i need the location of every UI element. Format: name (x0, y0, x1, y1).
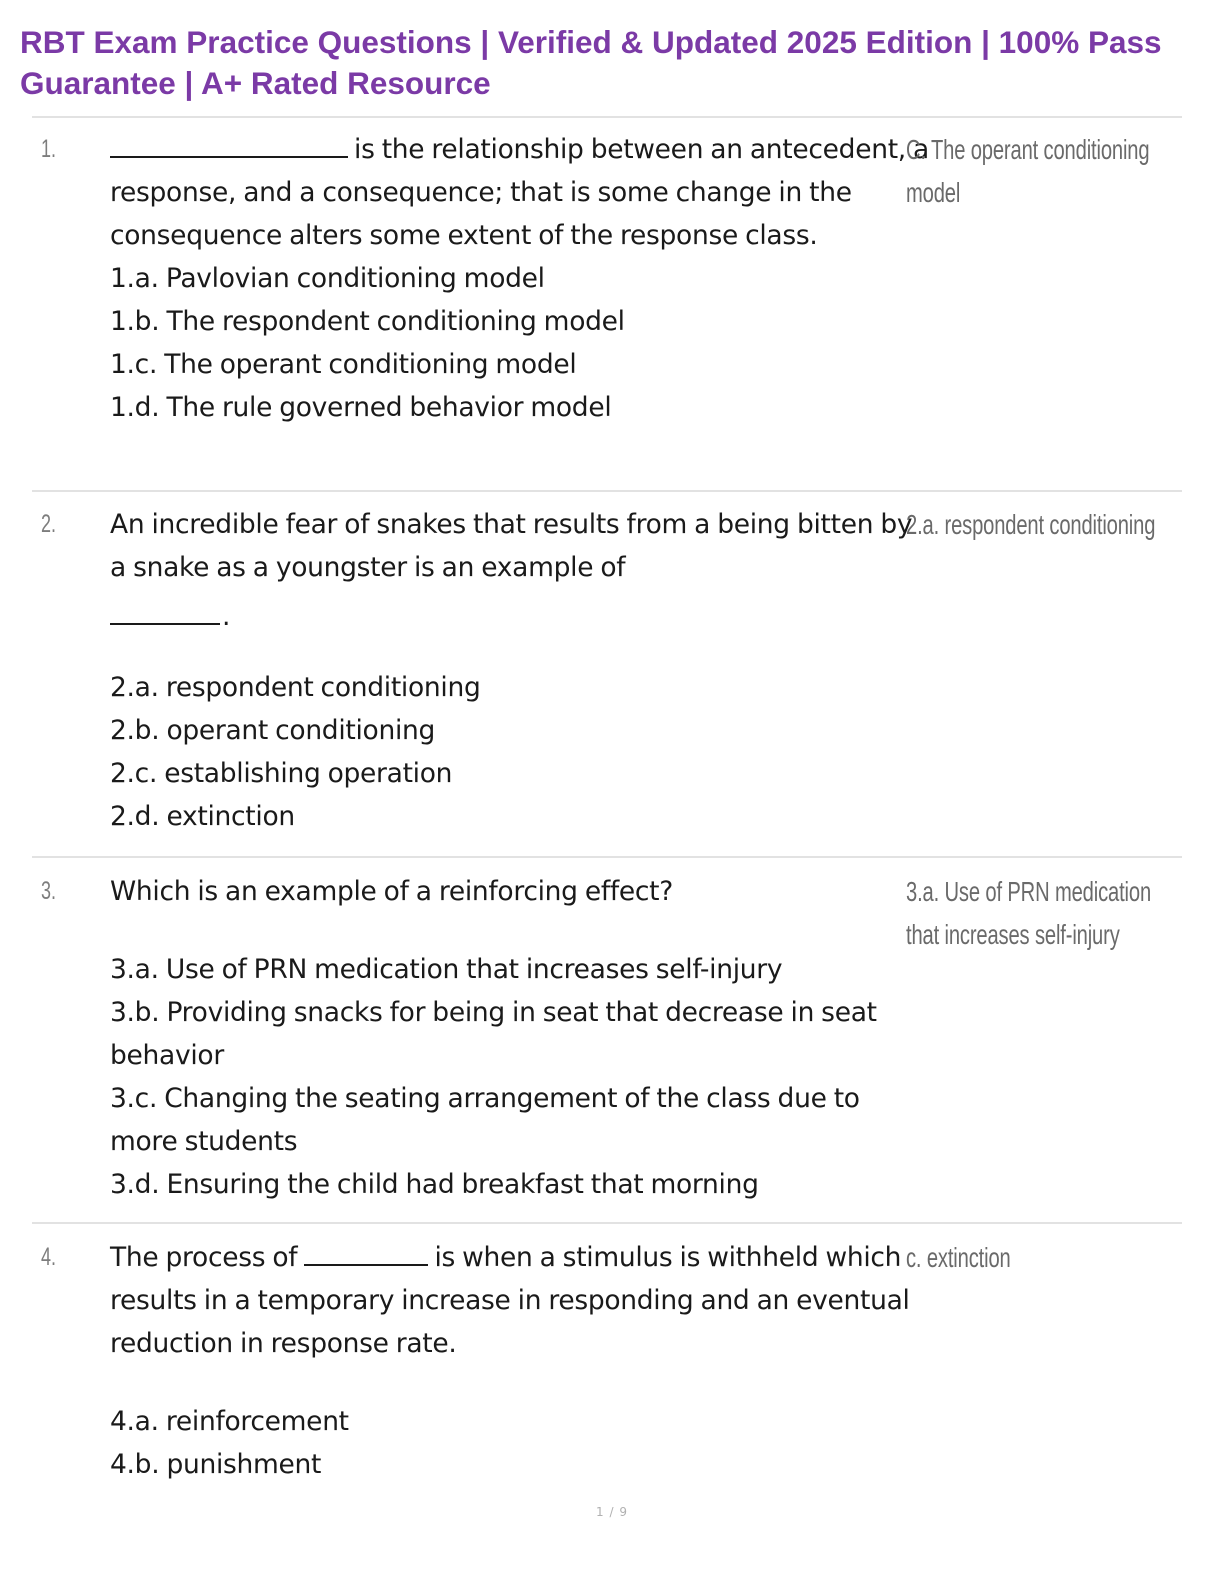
answer-blank (110, 613, 220, 625)
question-stem (110, 1236, 930, 1365)
question-body (110, 1236, 930, 1486)
answer-text: 3.a. Use of PRN medication that increases self-injury (906, 876, 1152, 950)
answer-blank (304, 1254, 428, 1266)
question-number: 3. (41, 877, 57, 905)
option-d: 3.d. Ensuring the child had breakfast that morning (110, 1169, 759, 1200)
question-divider (32, 1222, 1182, 1224)
document-title: RBT Exam Practice Questions | Verified & Updated 2025 Edition | 100% Pass Guarantee | A+ Rated Resource (20, 24, 1162, 101)
question-number: 1. (41, 135, 57, 163)
question-body (110, 870, 930, 1206)
answer-blank (110, 146, 348, 158)
option-d: 1.d. The rule governed behavior model (110, 392, 612, 423)
question-body (110, 503, 930, 838)
option-b: 1.b. The respondent conditioning model (110, 306, 625, 337)
stem-tail: . (222, 601, 231, 632)
question-divider (32, 856, 1182, 858)
page-indicator: 1 / 9 (596, 1505, 628, 1519)
answer-text: c. extinction (906, 1242, 1011, 1273)
question-number: 4. (41, 1243, 57, 1271)
option-a: 4.a. reinforcement (110, 1406, 349, 1437)
stem-text-after: is when a stimulus is withheld which results in a temporary increase in responding and an eventual reduction in response rate. (110, 1242, 910, 1359)
stem-text: is the relationship between an antecedent, a response, and a consequence; that is some change in the consequence alters some extent of the response class. (110, 134, 929, 251)
option-c: 2.c. establishing operation (110, 758, 453, 789)
stem-text-before: The process of (110, 1242, 298, 1273)
question-body (110, 128, 930, 429)
question-stem (110, 128, 930, 257)
question-stem: Which is an example of a reinforcing effect? (110, 876, 674, 907)
option-c: 1.c. The operant conditioning model (110, 349, 577, 380)
option-a: 2.a. respondent conditioning (110, 672, 481, 703)
question-number: 2. (41, 510, 57, 538)
option-a: 1.a. Pavlovian conditioning model (110, 263, 545, 294)
option-b: 3.b. Providing snacks for being in seat that decrease in seat behavior (110, 997, 877, 1071)
question-stem: An incredible fear of snakes that results from a being bitten by a snake as a youngster is an example of (110, 509, 913, 583)
option-d: 2.d. extinction (110, 801, 295, 832)
answer-text: 2.a. respondent conditioning (906, 509, 1156, 540)
question-stem-blank (110, 595, 930, 638)
option-b: 4.b. punishment (110, 1449, 322, 1480)
option-a: 3.a. Use of PRN medication that increases self-injury (110, 954, 783, 985)
option-c: 3.c. Changing the seating arrangement of the class due to more students (110, 1083, 860, 1157)
answer-text: C. The operant conditioning model (906, 134, 1150, 208)
question-divider (32, 490, 1182, 492)
title-divider (32, 116, 1182, 118)
option-b: 2.b. operant conditioning (110, 715, 436, 746)
